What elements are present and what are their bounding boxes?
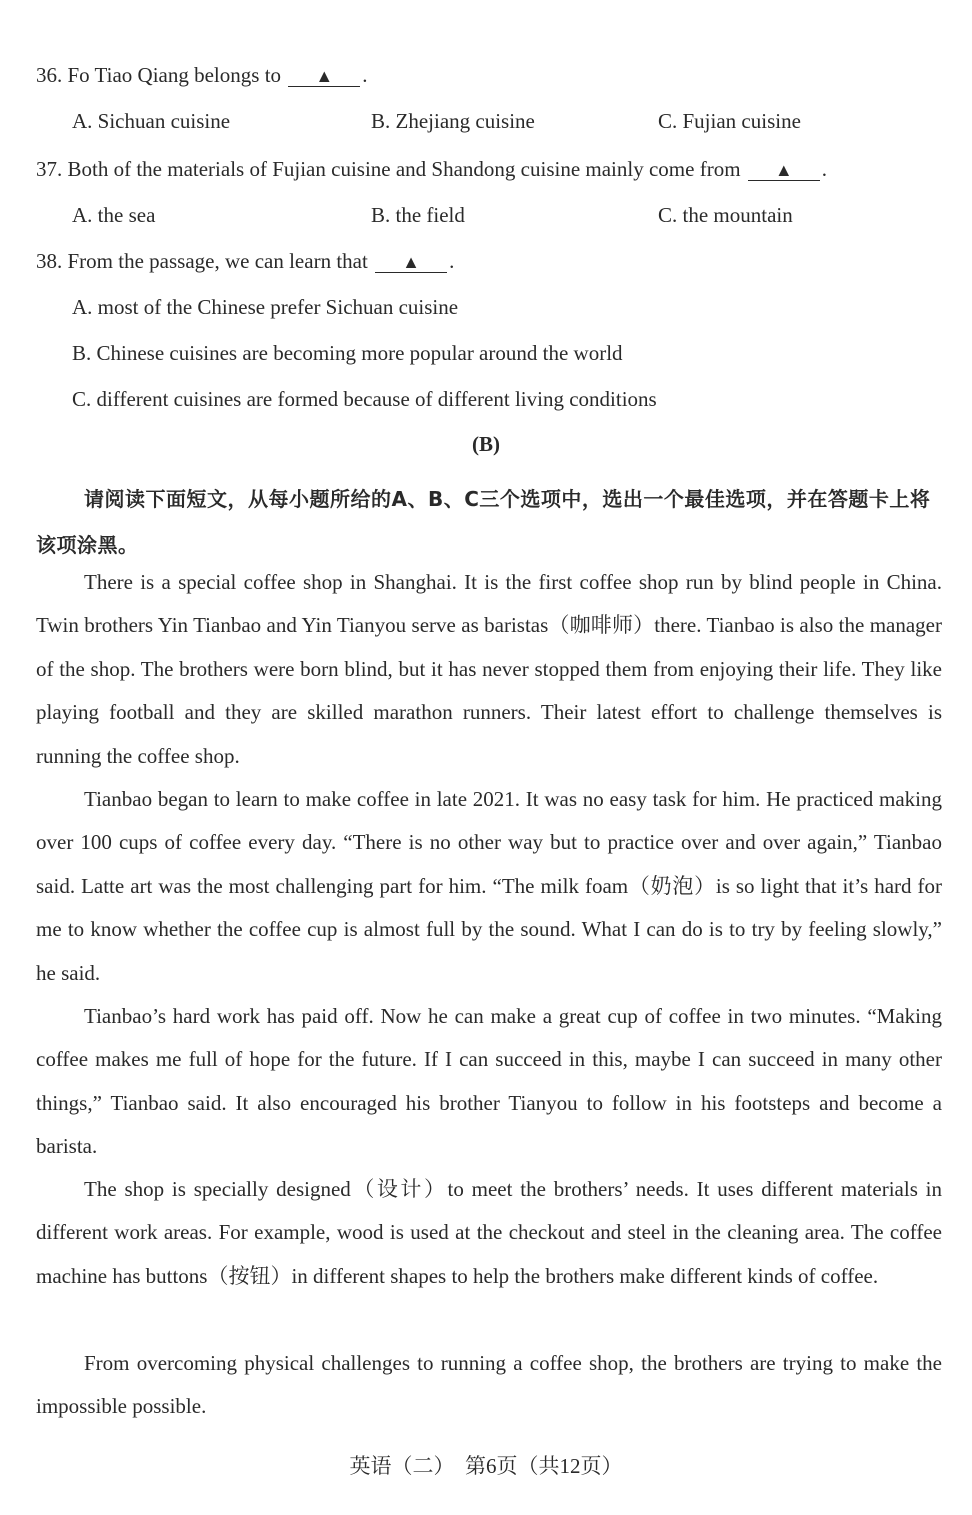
question-37-stem bbox=[36, 155, 942, 183]
option-37-a: A. the sea bbox=[72, 203, 156, 227]
answer-blank: ▲ bbox=[748, 160, 820, 181]
answer-blank: ▲ bbox=[288, 66, 360, 87]
option-37-c: C. the mountain bbox=[658, 203, 793, 227]
section-b-instruction: 请阅读下面短文，从每小题所给的A、B、C三个选项中，选出一个最佳选项，并在答题卡上将该项涂黑。 bbox=[36, 487, 931, 557]
question-38-stem bbox=[36, 247, 942, 275]
option-36-a: A. Sichuan cuisine bbox=[72, 109, 231, 133]
option-38-c: C. different cuisines are formed because of different living conditions bbox=[72, 387, 657, 411]
question-stem-text: 37. Both of the materials of Fujian cuisine and Shandong cuisine mainly come from bbox=[36, 157, 741, 181]
question-stem-end: . bbox=[449, 249, 455, 273]
page-footer: 英语（二） 第6页（共12页） bbox=[349, 1454, 623, 1478]
section-b-title: (B) bbox=[472, 432, 500, 456]
option-38-b: B. Chinese cuisines are becoming more popular around the world bbox=[72, 341, 623, 365]
question-36-stem bbox=[36, 61, 942, 89]
option-37-b: B. the field bbox=[371, 203, 465, 227]
passage-paragraph-3: Tianbao’s hard work has paid off. Now he can make a great cup of coffee in two minutes. “Making coffee makes me full of hope for the future. If I can succeed in this, maybe I can succeed in many other things,” Tianbao said. It also encouraged his brother Tianyou to follow in his footsteps and become a barista. bbox=[36, 1004, 942, 1159]
passage-paragraph-2: Tianbao began to learn to make coffee in late 2021. It was no easy task for him. He practiced making over 100 cups of coffee every day. “There is no other way but to practice over and over again,” Tianbao said. Latte art was the most challenging part for him. “The milk foam（奶泡）is so light that it’s hard for me to know whether the coffee cup is almost full by the sound. What I can do is to try by feeling slowly,” he said. bbox=[36, 787, 942, 985]
question-stem-text: 38. From the passage, we can learn that bbox=[36, 249, 368, 273]
passage-paragraph-1: There is a special coffee shop in Shanghai. It is the first coffee shop run by blind people in China. Twin brothers Yin Tianbao and Yin Tianyou serve as baristas（咖啡师）there. Tianbao is also the manager of the shop. The brothers were born blind, but it has never stopped them from enjoying their life. They like playing football and they are skilled marathon runners. Their latest effort to challenge themselves is running the coffee shop. bbox=[36, 570, 942, 768]
passage-paragraph-4: The shop is specially designed（设计）to meet the brothers’ needs. It uses different materials in different work areas. For example, wood is used at the checkout and steel in the cleaning area. The coffee machine has buttons（按钮）in different shapes to help the brothers make different kinds of coffee. bbox=[36, 1177, 942, 1288]
option-38-a: A. most of the Chinese prefer Sichuan cuisine bbox=[72, 295, 459, 319]
answer-blank: ▲ bbox=[375, 252, 447, 273]
question-stem-end: . bbox=[821, 157, 828, 181]
question-stem-end: . bbox=[362, 63, 368, 87]
passage-paragraph-5: From overcoming physical challenges to running a coffee shop, the brothers are trying to make the impossible possible. bbox=[36, 1351, 942, 1419]
option-36-b: B. Zhejiang cuisine bbox=[371, 109, 535, 133]
option-36-c: C. Fujian cuisine bbox=[658, 109, 801, 133]
question-stem-text: 36. Fo Tiao Qiang belongs to bbox=[36, 63, 282, 87]
